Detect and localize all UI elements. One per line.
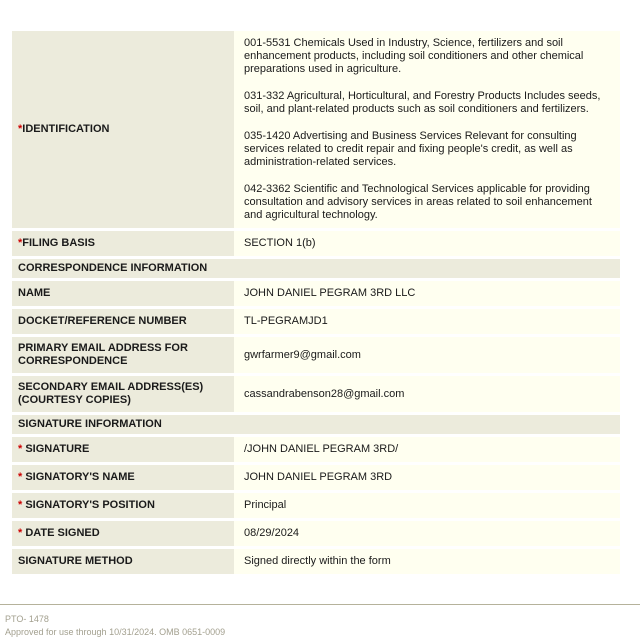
field-label: PRIMARY EMAIL ADDRESS FOR CORRESPONDENCE (12, 337, 234, 373)
value-text: SECTION 1(b) (244, 237, 316, 249)
field-value (234, 437, 620, 462)
value-text: 031-332 Agricultural, Horticultural, and Forestry Products Includes seeds, soil, and plant-related products such as soil conditioners and fertilizers. (244, 90, 601, 115)
value-text: JOHN DANIEL PEGRAM 3RD LLC (244, 287, 416, 299)
required-asterisk: * (18, 499, 23, 511)
footer-form-number: PTO- 1478 (5, 614, 49, 624)
value-text: 035-1420 Advertising and Business Services Relevant for consulting services related to credit repair and fixing people's credit, as well as administration-related services. (244, 130, 577, 168)
section-row (12, 259, 620, 278)
field-row (12, 521, 620, 546)
field-value (234, 493, 620, 518)
value-text: TL-PEGRAMJD1 (244, 315, 328, 327)
value-text: 001-5531 Chemicals Used in Industry, Science, fertilizers and soil enhancement products, including soil conditioners and other chemical preparations used in agriculture. (244, 37, 584, 75)
field-value (234, 521, 620, 546)
field-value (234, 281, 620, 306)
field-label: * SIGNATURE (12, 437, 234, 462)
field-value (234, 465, 620, 490)
field-value (234, 31, 620, 228)
field-row (12, 281, 620, 306)
field-row (12, 309, 620, 334)
page-footer (0, 604, 640, 639)
field-row (12, 376, 620, 412)
field-label: * FILING BASIS (12, 231, 234, 256)
field-value (234, 337, 620, 373)
section-title: SIGNATURE INFORMATION (12, 415, 620, 434)
value-text: cassandrabenson28@gmail.com (244, 387, 405, 400)
field-value (234, 309, 620, 334)
field-label: * IDENTIFICATION (12, 31, 234, 228)
form-summary-table (12, 31, 620, 577)
value-text: Principal (244, 499, 287, 511)
field-row (12, 549, 620, 574)
value-text: Signed directly within the form (244, 555, 391, 567)
field-label: * SIGNATORY'S NAME (12, 465, 234, 490)
value-text: JOHN DANIEL PEGRAM 3RD (244, 471, 393, 483)
field-row (12, 231, 620, 256)
value-text: 042-3362 Scientific and Technological Services applicable for providing consultation and advisory services in areas related to soil enhancement and agricultural technology. (244, 183, 592, 221)
required-asterisk: * (18, 443, 23, 455)
value-text: /JOHN DANIEL PEGRAM 3RD/ (244, 443, 399, 455)
required-asterisk: * (18, 123, 23, 135)
field-value (234, 549, 620, 574)
field-label: SECONDARY EMAIL ADDRESS(ES) (COURTESY COPIES) (12, 376, 234, 412)
footer-approval-note: Approved for use through 10/31/2024. OMB 0651-0009 (5, 627, 226, 637)
required-asterisk: * (18, 471, 23, 483)
field-value (234, 231, 620, 256)
section-title: CORRESPONDENCE INFORMATION (12, 259, 620, 278)
field-value (234, 376, 620, 412)
required-asterisk: * (18, 527, 23, 539)
field-row (12, 437, 620, 462)
field-row (12, 31, 620, 228)
section-row (12, 415, 620, 434)
field-label: * DATE SIGNED (12, 521, 234, 546)
footer-divider (0, 604, 640, 605)
field-row (12, 465, 620, 490)
field-label: NAME (12, 281, 234, 306)
value-text: 08/29/2024 (244, 527, 300, 539)
field-row (12, 493, 620, 518)
field-row (12, 337, 620, 373)
required-asterisk: * (18, 237, 23, 249)
field-label: DOCKET/REFERENCE NUMBER (12, 309, 234, 334)
field-label: * SIGNATORY'S POSITION (12, 493, 234, 518)
value-text: gwrfarmer9@gmail.com (244, 348, 361, 361)
field-label: SIGNATURE METHOD (12, 549, 234, 574)
